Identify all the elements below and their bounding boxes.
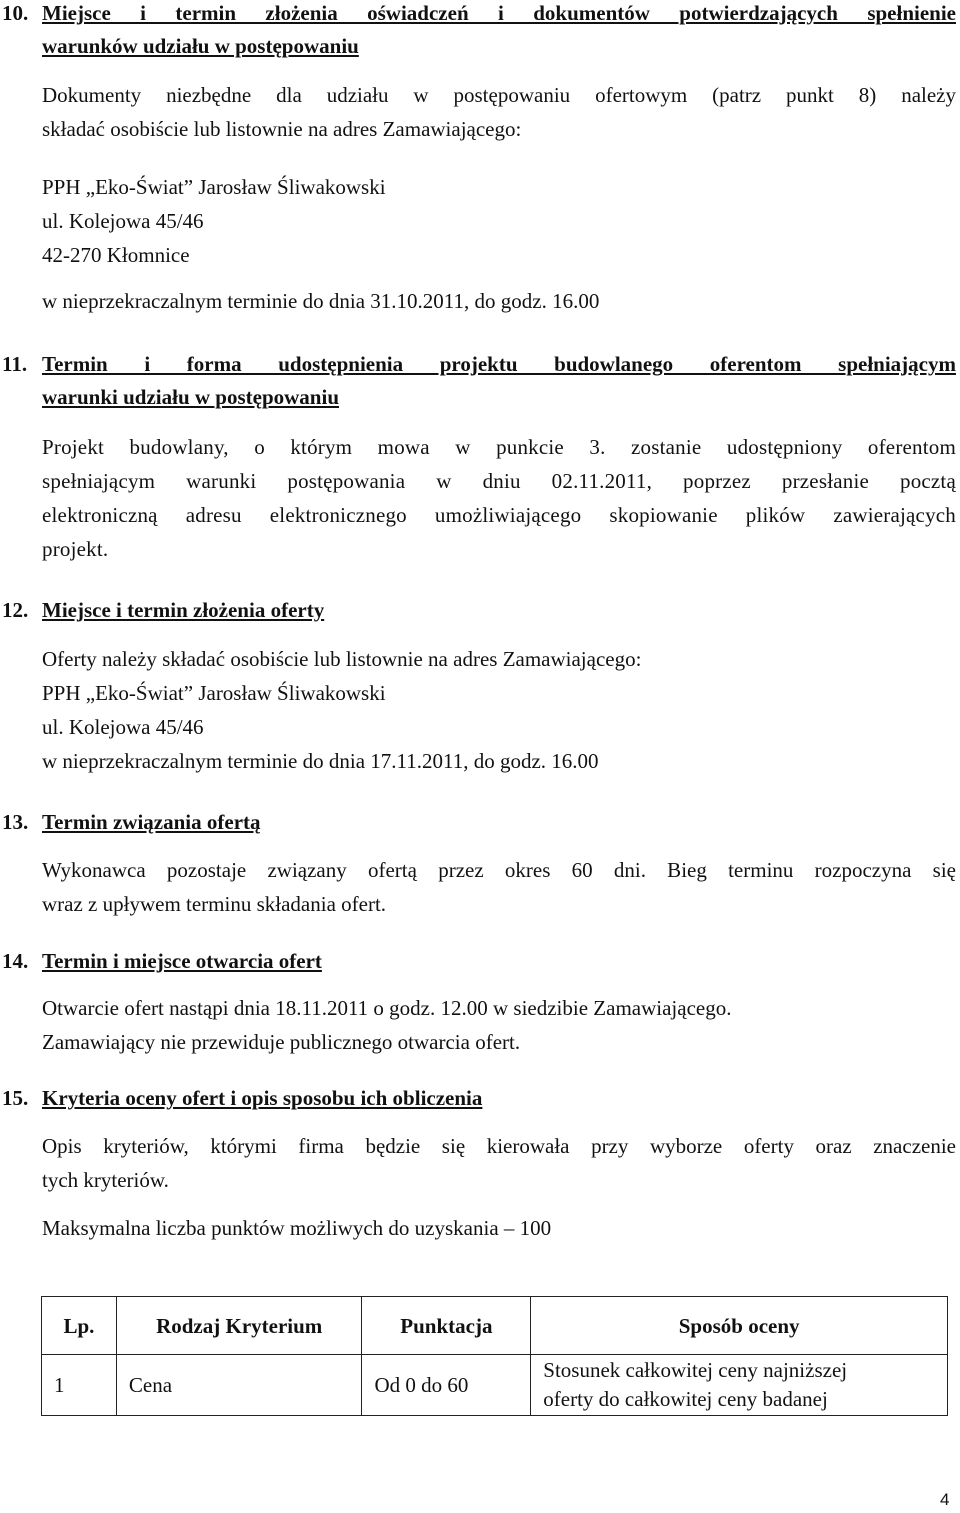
section-10-address-street: ul. Kolejowa 45/46 — [42, 209, 204, 233]
criteria-cell-method-line2: oferty do całkowitej ceny badanej — [543, 1387, 828, 1411]
section-12-heading — [2, 594, 956, 627]
section-10-body-line1: Dokumenty niezbędne dla udziału w postępowaniu ofertowym (patrz punkt 8) należy — [42, 83, 956, 107]
section-12-body — [42, 642, 956, 778]
section-12-title: Miejsce i termin złożenia oferty — [42, 598, 325, 622]
section-14-number: 14. — [2, 949, 29, 973]
section-15-number: 15. — [2, 1086, 29, 1110]
section-13-title: Termin związania ofertą — [42, 810, 261, 834]
section-10-address-city: 42-270 Kłomnice — [42, 243, 190, 267]
table-row — [42, 1355, 948, 1416]
section-15-max-points-block — [42, 1211, 956, 1245]
section-13-number: 13. — [2, 810, 29, 834]
section-13-body — [42, 853, 956, 921]
section-11-body-line4: projekt. — [42, 537, 109, 561]
section-10-address-company: PPH „Eko-Świat” Jarosław Śliwakowski — [42, 175, 386, 199]
section-14-title: Termin i miejsce otwarcia ofert — [42, 949, 322, 973]
section-13-heading — [2, 806, 956, 839]
section-15-body — [42, 1129, 956, 1197]
section-11-body — [42, 430, 956, 566]
criteria-cell-lp: 1 — [42, 1355, 117, 1416]
section-14-body — [42, 991, 956, 1059]
section-10-body-line2: składać osobiście lub listownie na adres Zamawiającego: — [42, 117, 522, 141]
section-11-heading — [2, 348, 956, 414]
section-10-body — [42, 78, 956, 146]
section-15-max-points: Maksymalna liczba punktów możliwych do uzyskania – 100 — [42, 1216, 552, 1240]
criteria-table — [41, 1296, 948, 1416]
section-14-body-line1: Otwarcie ofert nastąpi dnia 18.11.2011 o godz. 12.00 w siedzibie Zamawiającego. — [42, 996, 732, 1020]
section-12-body-line1: Oferty należy składać osobiście lub listownie na adres Zamawiającego: — [42, 647, 642, 671]
criteria-table-header-row — [42, 1297, 948, 1355]
section-13-body-line1: Wykonawca pozostaje związany ofertą przez okres 60 dni. Bieg terminu rozpoczyna się — [42, 858, 956, 882]
criteria-header-points: Punktacja — [362, 1297, 531, 1355]
section-15-title: Kryteria oceny ofert i opis sposobu ich obliczenia — [42, 1086, 483, 1110]
section-10-title-line2: warunków udziału w postępowaniu — [42, 34, 359, 58]
criteria-header-method: Sposób oceny — [531, 1297, 948, 1355]
section-10-number: 10. — [2, 1, 29, 25]
section-12-address-company: PPH „Eko-Świat” Jarosław Śliwakowski — [42, 681, 386, 705]
section-10-deadline-block — [42, 284, 956, 318]
section-12-deadline: w nieprzekraczalnym terminie do dnia 17.11.2011, do godz. 16.00 — [42, 749, 599, 773]
section-10-address — [42, 170, 956, 272]
criteria-cell-type: Cena — [116, 1355, 362, 1416]
criteria-header-lp: Lp. — [42, 1297, 117, 1355]
section-11-body-line2: spełniającym warunki postępowania w dniu 02.11.2011, poprzez przesłanie pocztą — [42, 469, 956, 493]
section-11-title-line1: Termin i forma udostępnienia projektu budowlanego oferentom spełniającym — [42, 352, 956, 376]
section-10-title-line1: Miejsce i termin złożenia oświadczeń i dokumentów potwierdzających spełnienie — [42, 1, 956, 25]
section-12-number: 12. — [2, 598, 29, 622]
section-11-title-line2: warunki udziału w postępowaniu — [42, 385, 340, 409]
section-11-body-line1: Projekt budowlany, o którym mowa w punkcie 3. zostanie udostępniony oferentom — [42, 435, 956, 459]
section-10-heading — [2, 0, 956, 63]
section-15-body-line1: Opis kryteriów, którymi firma będzie się kierowała przy wyborze oferty oraz znaczenie — [42, 1134, 956, 1158]
section-15-body-line2: tych kryteriów. — [42, 1168, 169, 1192]
criteria-cell-points: Od 0 do 60 — [362, 1355, 531, 1416]
section-15-heading — [2, 1082, 956, 1115]
section-14-body-line2: Zamawiający nie przewiduje publicznego otwarcia ofert. — [42, 1030, 521, 1054]
criteria-cell-method-line1: Stosunek całkowitej ceny najniższej — [543, 1358, 848, 1382]
section-10-deadline: w nieprzekraczalnym terminie do dnia 31.10.2011, do godz. 16.00 — [42, 289, 600, 313]
section-11-body-line3: elektroniczną adresu elektronicznego umożliwiającego skopiowanie plików zawierających — [42, 503, 956, 527]
section-11-number: 11. — [2, 352, 28, 376]
section-12-address-street: ul. Kolejowa 45/46 — [42, 715, 204, 739]
page-number: 4 — [940, 1490, 950, 1509]
section-13-body-line2: wraz z upływem terminu składania ofert. — [42, 892, 387, 916]
criteria-header-type: Rodzaj Kryterium — [116, 1297, 362, 1355]
section-14-heading — [2, 945, 956, 978]
criteria-cell-method — [531, 1355, 948, 1416]
